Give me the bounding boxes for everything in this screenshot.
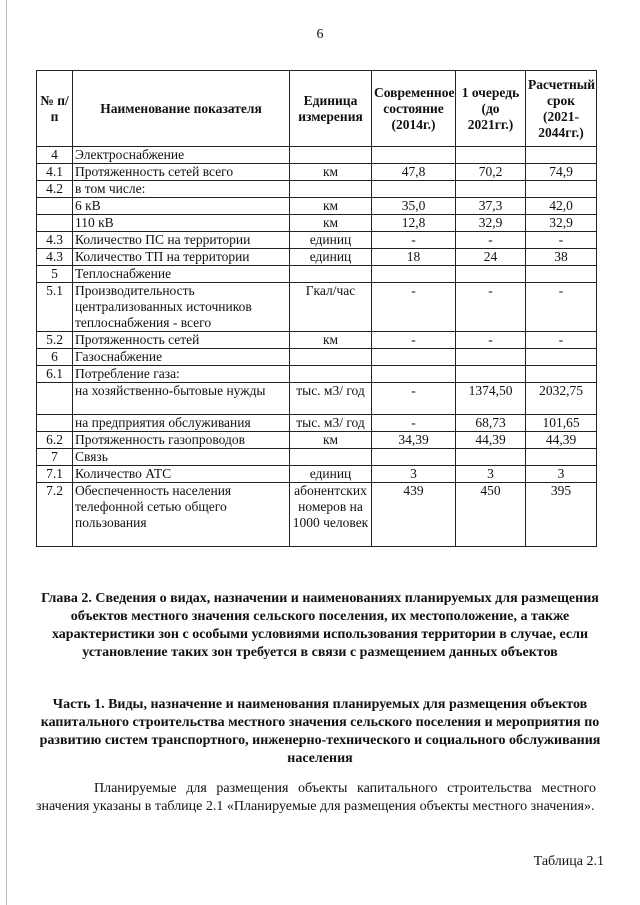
cell-indicator: Газоснабжение — [73, 349, 290, 366]
table-row — [37, 415, 597, 432]
header-number: № п/п — [37, 71, 73, 147]
cell-indicator: Производительность централизованных источников теплоснабжения - всего — [73, 283, 290, 332]
cell-unit — [290, 147, 372, 164]
cell-number: 6.1 — [37, 366, 73, 383]
cell-first-stage: 44,39 — [456, 432, 526, 449]
cell-current: 34,39 — [372, 432, 456, 449]
cell-number: 7 — [37, 449, 73, 466]
cell-indicator: Потребление газа: — [73, 366, 290, 383]
cell-first-stage: 37,3 — [456, 198, 526, 215]
cell-current — [372, 266, 456, 283]
cell-first-stage: 450 — [456, 483, 526, 547]
cell-first-stage: 3 — [456, 466, 526, 483]
cell-number: 4 — [37, 147, 73, 164]
table-row — [37, 249, 597, 266]
cell-current: 3 — [372, 466, 456, 483]
cell-number — [37, 383, 73, 415]
cell-unit — [290, 349, 372, 366]
cell-unit: км — [290, 164, 372, 181]
cell-target: - — [526, 332, 597, 349]
cell-target: 101,65 — [526, 415, 597, 432]
cell-current — [372, 366, 456, 383]
cell-unit — [290, 366, 372, 383]
cell-target — [526, 449, 597, 466]
cell-indicator: Протяженность сетей всего — [73, 164, 290, 181]
table-row — [37, 181, 597, 198]
table-row — [37, 349, 597, 366]
cell-first-stage — [456, 349, 526, 366]
cell-unit: км — [290, 332, 372, 349]
table-header-row — [37, 71, 597, 147]
cell-current — [372, 349, 456, 366]
cell-current: 12,8 — [372, 215, 456, 232]
cell-first-stage: - — [456, 332, 526, 349]
cell-first-stage: 32,9 — [456, 215, 526, 232]
cell-number: 4.2 — [37, 181, 73, 198]
cell-current: 18 — [372, 249, 456, 266]
cell-target: 38 — [526, 249, 597, 266]
cell-target: - — [526, 232, 597, 249]
cell-indicator: Протяженность газопроводов — [73, 432, 290, 449]
cell-number — [37, 198, 73, 215]
cell-number: 7.2 — [37, 483, 73, 547]
cell-number: 5.1 — [37, 283, 73, 332]
cell-number: 6.2 — [37, 432, 73, 449]
cell-unit: единиц — [290, 232, 372, 249]
table-row — [37, 466, 597, 483]
cell-unit — [290, 266, 372, 283]
cell-target: 42,0 — [526, 198, 597, 215]
cell-target — [526, 349, 597, 366]
table-row — [37, 266, 597, 283]
cell-target — [526, 181, 597, 198]
cell-target: 3 — [526, 466, 597, 483]
cell-unit: тыс. м3/ год — [290, 383, 372, 415]
scan-edge-line — [6, 0, 7, 905]
cell-unit — [290, 449, 372, 466]
table-body — [37, 147, 597, 547]
table-row — [37, 147, 597, 164]
cell-target — [526, 266, 597, 283]
indicators-table — [36, 70, 597, 547]
cell-current — [372, 147, 456, 164]
cell-indicator: Количество ТП на территории — [73, 249, 290, 266]
cell-first-stage — [456, 147, 526, 164]
table-row — [37, 383, 597, 415]
cell-indicator: Количество АТС — [73, 466, 290, 483]
cell-target: 395 — [526, 483, 597, 547]
body-paragraph: Планируемые для размещения объекты капитального строительства местного значения указаны в таблице 2.1 «Планируемые для размещения объекты местного значения». — [36, 781, 596, 814]
cell-unit: единиц — [290, 466, 372, 483]
cell-first-stage — [456, 181, 526, 198]
cell-target: 32,9 — [526, 215, 597, 232]
cell-indicator: Теплоснабжение — [73, 266, 290, 283]
cell-unit: единиц — [290, 249, 372, 266]
cell-indicator: в том числе: — [73, 181, 290, 198]
header-indicator-name: Наименование показателя — [73, 71, 290, 147]
cell-first-stage: 24 — [456, 249, 526, 266]
cell-unit: км — [290, 215, 372, 232]
cell-current: 439 — [372, 483, 456, 547]
cell-first-stage: 70,2 — [456, 164, 526, 181]
cell-current: 35,0 — [372, 198, 456, 215]
table-row — [37, 449, 597, 466]
part-heading: Часть 1. Виды, назначение и наименования планируемых для размещения объектов капитального строительства местного значения сельского поселения и мероприятия по развитию систем транспортного, инженерно-технического и социального обслуживания населения — [39, 697, 601, 766]
table-row — [37, 198, 597, 215]
cell-unit: тыс. м3/ год — [290, 415, 372, 432]
cell-number: 5 — [37, 266, 73, 283]
cell-target: - — [526, 283, 597, 332]
table-caption: Таблица 2.1 — [533, 854, 604, 869]
cell-number: 5.2 — [37, 332, 73, 349]
cell-unit — [290, 181, 372, 198]
table-row — [37, 232, 597, 249]
cell-unit: км — [290, 432, 372, 449]
header-first-stage: 1 очередь (до 2021гг.) — [456, 71, 526, 147]
table-row — [37, 432, 597, 449]
table-row — [37, 483, 597, 547]
table-row — [37, 164, 597, 181]
chapter-heading: Глава 2. Сведения о видах, назначении и наименованиях планируемых для размещения объектов местного значения сельского поселения, их местоположение, а также характеристики зон с особыми условиями использования территории в случае, если установление таких зон требуется в связи с размещением данных объектов — [41, 591, 599, 660]
table-row — [37, 283, 597, 332]
cell-unit: абонентских номеров на 1000 человек — [290, 483, 372, 547]
cell-indicator: Связь — [73, 449, 290, 466]
cell-number: 6 — [37, 349, 73, 366]
cell-current: - — [372, 232, 456, 249]
table-row — [37, 366, 597, 383]
cell-current: - — [372, 383, 456, 415]
cell-indicator: на хозяйственно-бытовые нужды — [73, 383, 290, 415]
cell-number: 4.3 — [37, 249, 73, 266]
cell-target — [526, 147, 597, 164]
cell-number: 7.1 — [37, 466, 73, 483]
cell-number — [37, 415, 73, 432]
cell-current: - — [372, 283, 456, 332]
cell-target: 44,39 — [526, 432, 597, 449]
cell-number — [37, 215, 73, 232]
cell-first-stage: 1374,50 — [456, 383, 526, 415]
cell-indicator: 110 кВ — [73, 215, 290, 232]
cell-first-stage: 68,73 — [456, 415, 526, 432]
cell-current: - — [372, 332, 456, 349]
table-row — [37, 332, 597, 349]
header-target-period: Расчетный срок (2021-2044гг.) — [526, 71, 597, 147]
cell-indicator: на предприятия обслуживания — [73, 415, 290, 432]
cell-target: 2032,75 — [526, 383, 597, 415]
page-number: 6 — [316, 27, 324, 42]
cell-indicator: Обеспеченность населения телефонной сетью общего пользования — [73, 483, 290, 547]
cell-current — [372, 449, 456, 466]
table-row — [37, 215, 597, 232]
cell-first-stage: - — [456, 232, 526, 249]
cell-indicator: Электроснабжение — [73, 147, 290, 164]
cell-first-stage — [456, 266, 526, 283]
cell-number: 4.3 — [37, 232, 73, 249]
cell-number: 4.1 — [37, 164, 73, 181]
cell-target: 74,9 — [526, 164, 597, 181]
cell-first-stage — [456, 366, 526, 383]
cell-unit: км — [290, 198, 372, 215]
cell-target — [526, 366, 597, 383]
cell-current — [372, 181, 456, 198]
header-unit: Единица измерения — [290, 71, 372, 147]
cell-current: - — [372, 415, 456, 432]
cell-current: 47,8 — [372, 164, 456, 181]
cell-indicator: Количество ПС на территории — [73, 232, 290, 249]
cell-first-stage: - — [456, 283, 526, 332]
header-current-state: Современное состояние (2014г.) — [372, 71, 456, 147]
cell-first-stage — [456, 449, 526, 466]
cell-indicator: Протяженность сетей — [73, 332, 290, 349]
cell-unit: Гкал/час — [290, 283, 372, 332]
cell-indicator: 6 кВ — [73, 198, 290, 215]
